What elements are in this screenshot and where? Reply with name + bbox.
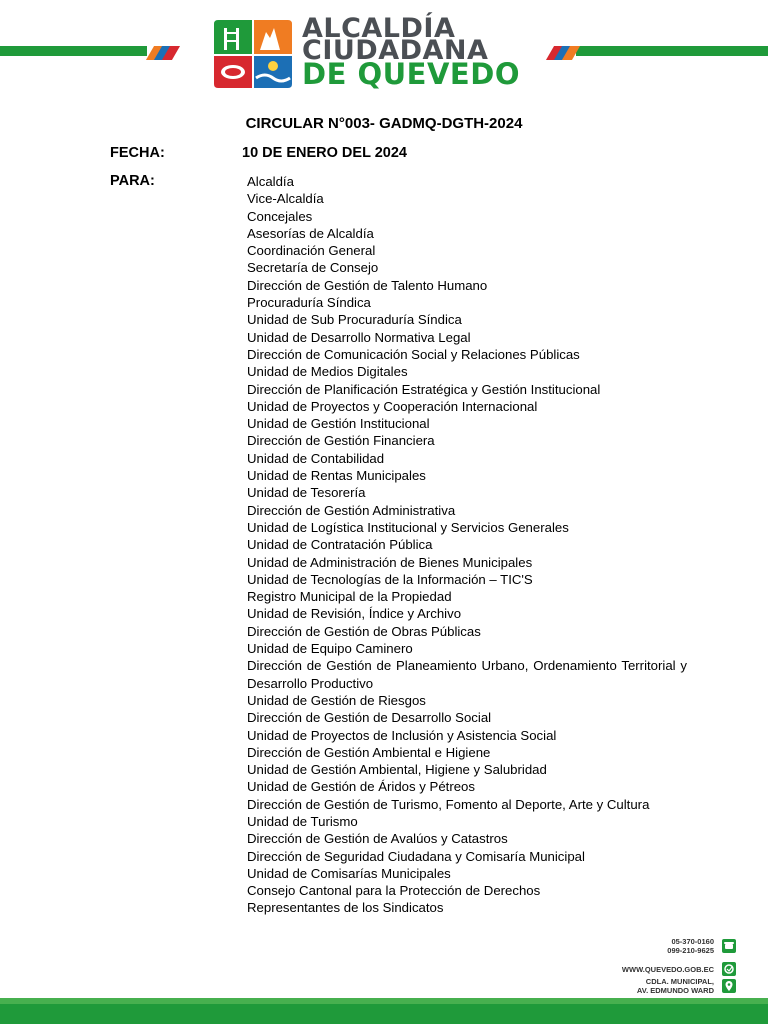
recipient-item: Dirección de Gestión Financiera	[247, 433, 435, 449]
brand-wordmark	[302, 13, 520, 91]
fecha-label: FECHA:	[110, 145, 165, 161]
contact-website	[622, 962, 736, 976]
recipient-item: Dirección de Gestión de Desarrollo Social	[247, 710, 492, 726]
recipient-item: Alcaldía	[247, 174, 294, 189]
recipient-item: Unidad de Gestión de Riesgos	[247, 692, 426, 708]
recipient-item: Unidad de Tesorería	[247, 485, 366, 501]
recipient-item: Dirección de Comunicación Social y Relaciones Públicas	[247, 346, 580, 362]
contact-address	[637, 977, 736, 995]
recipient-item: Registro Municipal de la Propiedad	[247, 589, 452, 605]
address-line-2: AV. EDMUNDO WARD	[636, 986, 714, 995]
phone-icon	[722, 939, 736, 953]
para-label: PARA:	[110, 173, 155, 189]
recipient-item: Unidad de Sub Procuraduría Síndica	[247, 312, 462, 328]
recipient-item: Vice-Alcaldía	[247, 191, 324, 207]
brand-line-2: CIUDADANA	[302, 35, 489, 66]
recipient-item: Dirección de Gestión de Talento Humano	[247, 277, 488, 293]
recipient-item: Dirección de Seguridad Ciudadana y Comisaría Municipal	[247, 848, 585, 864]
recipient-item: Unidad de Medios Digitales	[247, 364, 408, 380]
header-stripe-right	[548, 46, 768, 60]
recipient-item: Unidad de Revisión, Índice y Archivo	[247, 606, 462, 622]
recipient-item: Unidad de Gestión Ambiental, Higiene y Salubridad	[247, 762, 547, 778]
circular-title: CIRCULAR N°003- GADMQ-DGTH-2024	[245, 115, 523, 132]
recipient-item: Dirección de Planificación Estratégica y Gestión Institucional	[247, 381, 601, 397]
recipient-item: Representantes de los Sindicatos	[247, 900, 444, 916]
footer-bar	[0, 998, 768, 1024]
recipient-item: Unidad de Proyectos de Inclusión y Asistencia Social	[247, 727, 557, 743]
recipient-item: Unidad de Rentas Municipales	[247, 468, 426, 484]
brand-line-1: ALCALDÍA	[302, 13, 456, 44]
brand-line-3: DE QUEVEDO	[302, 57, 520, 91]
fecha-value: 10 DE ENERO DEL 2024	[242, 145, 407, 161]
recipient-item: Dirección de Gestión Ambiental e Higiene	[247, 744, 491, 760]
recipient-item: Concejales	[247, 208, 313, 224]
recipient-item: Dirección de Gestión de Avalúos y Catastros	[247, 831, 508, 847]
recipient-item: Dirección de Gestión de Turismo, Fomento al Deporte, Arte y Cultura	[247, 796, 650, 812]
recipient-item: Unidad de Equipo Caminero	[247, 641, 413, 657]
recipient-item: Coordinación General	[247, 243, 376, 259]
recipient-item: Unidad de Gestión de Áridos y Pétreos	[247, 779, 475, 795]
recipient-item: Unidad de Tecnologías de la Información – TIC'S	[247, 571, 533, 587]
recipient-item: Unidad de Logística Institucional y Servicios Generales	[247, 519, 569, 535]
municipality-logo	[210, 18, 296, 90]
address-line-1: CDLA. MUNICIPAL,	[645, 977, 714, 986]
header-stripe-left	[0, 46, 175, 60]
recipient-item: Dirección de Gestión de Obras Públicas	[247, 623, 481, 639]
contact-phones	[667, 937, 736, 955]
recipient-item: Unidad de Desarrollo Normativa Legal	[247, 329, 471, 345]
phone-1: 05-370-0160	[671, 937, 714, 946]
recipient-item: Unidad de Gestión Institucional	[247, 416, 430, 432]
recipient-item: Secretaría de Consejo	[247, 260, 379, 276]
recipient-item: Dirección de Gestión de Planeamiento Urbano, Ordenamiento Territorial y Desarrollo Productivo	[247, 658, 687, 691]
recipient-list	[247, 173, 687, 917]
recipient-item: Unidad de Contratación Pública	[247, 537, 433, 553]
recipient-item: Unidad de Contabilidad	[247, 450, 385, 466]
web-icon	[722, 962, 736, 976]
recipient-item: Unidad de Administración de Bienes Municipales	[247, 554, 533, 570]
recipient-item: Unidad de Proyectos y Cooperación Internacional	[247, 398, 538, 414]
location-pin-icon	[722, 979, 736, 993]
recipient-item: Asesorías de Alcaldía	[247, 225, 374, 241]
website-text: WWW.QUEVEDO.GOB.EC	[621, 964, 714, 974]
phone-2: 099-210-9625	[667, 946, 714, 955]
recipient-item: Consejo Cantonal para la Protección de Derechos	[247, 883, 541, 899]
recipient-item: Unidad de Turismo	[247, 813, 358, 829]
recipient-item: Unidad de Comisarías Municipales	[247, 865, 451, 881]
recipient-item: Dirección de Gestión Administrativa	[247, 502, 456, 518]
recipient-item: Procuraduría Síndica	[247, 295, 371, 311]
